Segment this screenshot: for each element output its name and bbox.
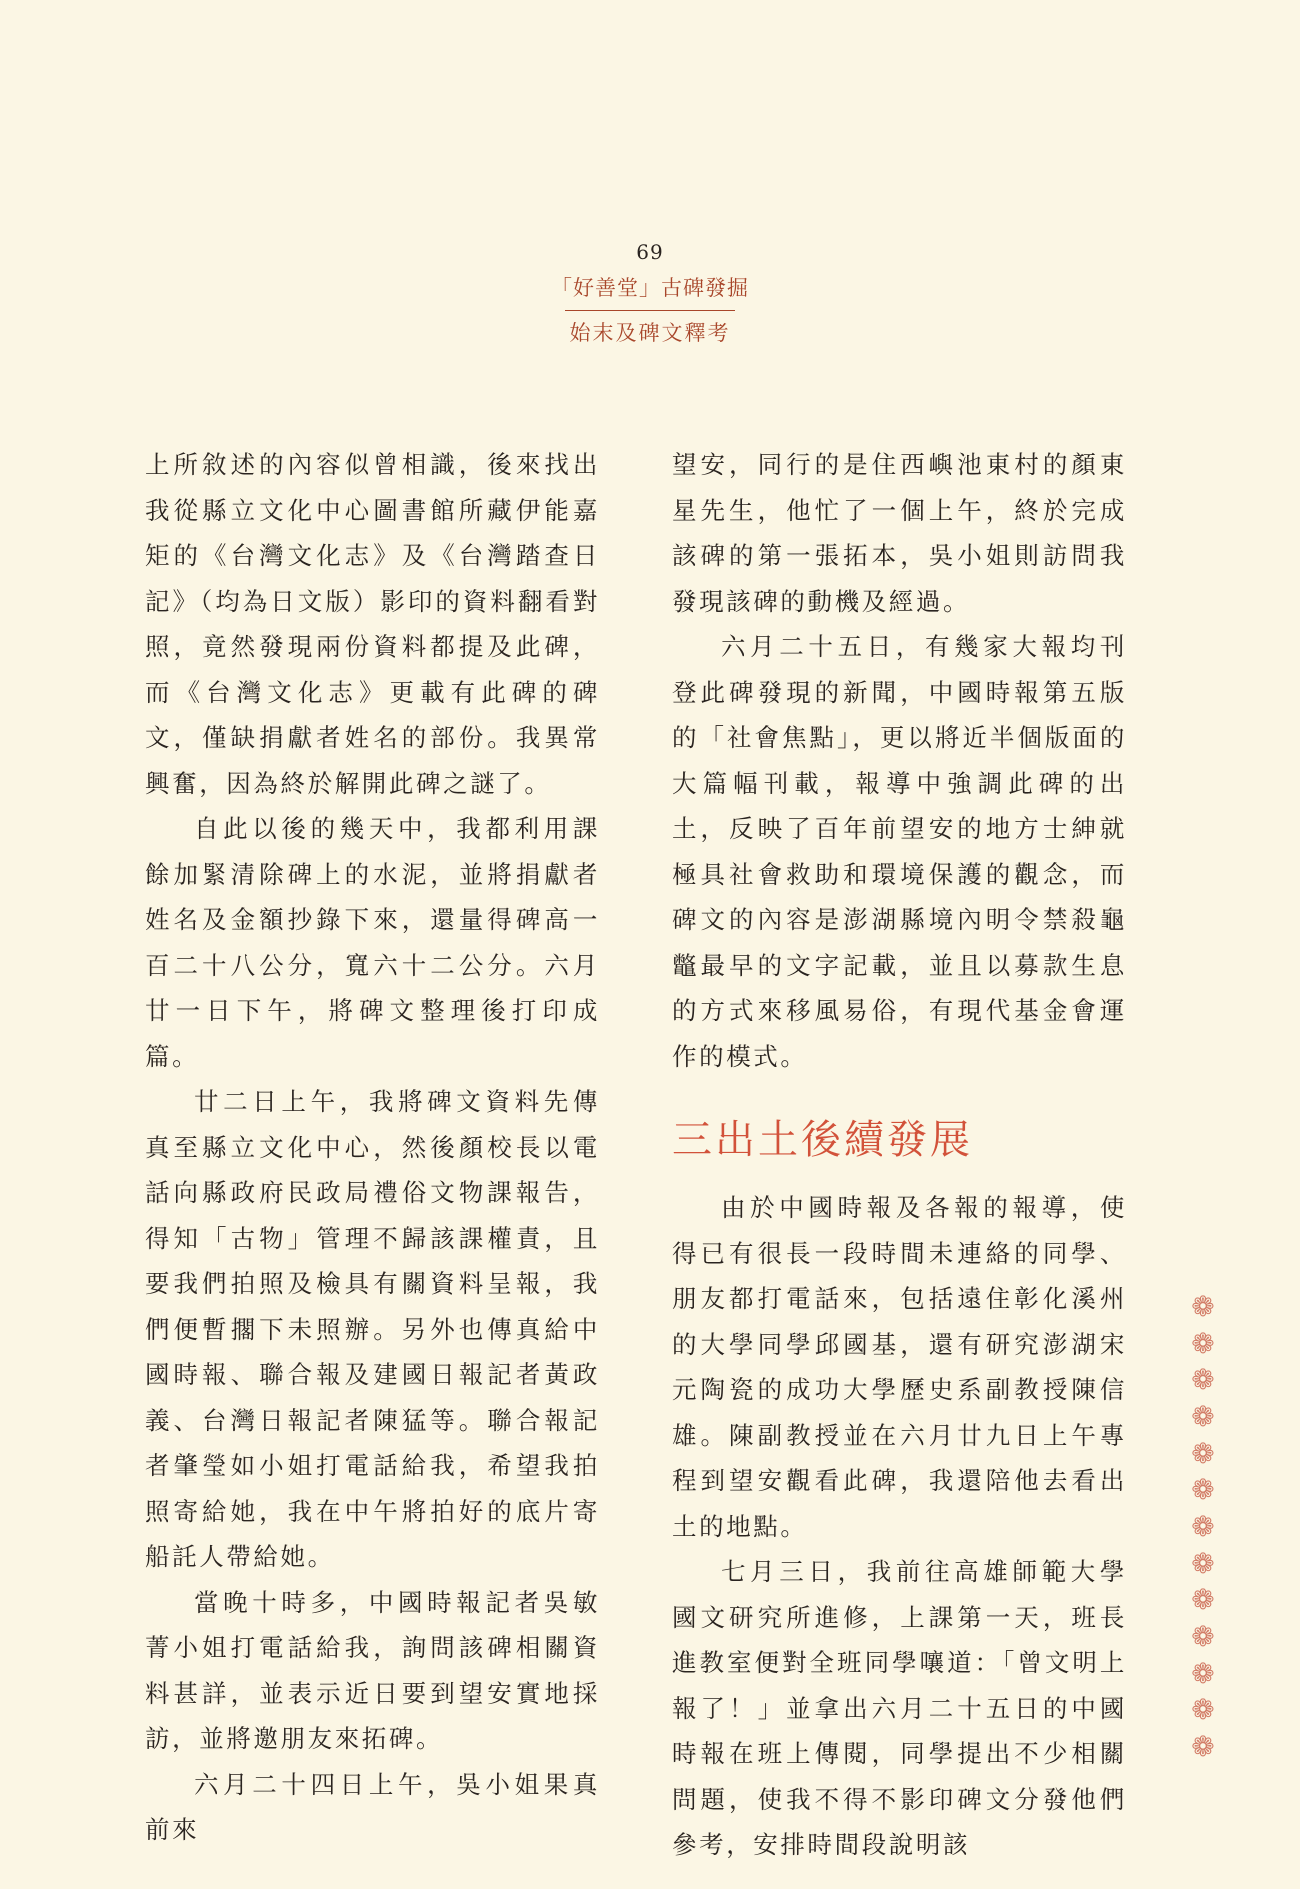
- seal-icon: ❁: [1191, 1583, 1215, 1617]
- seal-icon: ❁: [1191, 1693, 1215, 1727]
- page-header: [0, 240, 1300, 347]
- section-heading: 三出土後續發展: [672, 1117, 973, 1163]
- paragraph: 六月二十五日，有幾家大報均刊登此碑發現的新聞，中國時報第五版的「社會焦點」，更以將近半個版面的大篇幅刊載，報導中強調此碑的出土，反映了百年前望安的地方士紳就極具社會救助和環境保護的觀念，而碑文的內容是澎湖縣境內明令禁殺龜鼈最早的文字記載，並且以募款生息的方式來移風易俗，有現代基金會運作的模式。: [672, 632, 1127, 1071]
- paragraph: 六月二十四日上午，吳小姐果真前來: [145, 1769, 600, 1844]
- seal-icon: ❁: [1191, 1436, 1215, 1470]
- paragraph: 上所敘述的內容似曾相識，後來找出我從縣立文化中心圖書館所藏伊能嘉矩的《台灣文化志》及《台灣踏查日記》（均為日文版）影印的資料翻看對照，竟然發現兩份資料都提及此碑，而《台灣文化志》更載有此碑的碑文，僅缺捐獻者姓名的部份。我異常興奮，因為終於解開此碑之謎了。: [145, 450, 600, 798]
- paragraph: 當晚十時多，中國時報記者吳敏菁小姐打電話給我，詢問該碑相關資料甚詳，並表示近日要到望安實地採訪，並將邀朋友來拓碑。: [145, 1587, 600, 1753]
- seal-icon: ❁: [1191, 1399, 1215, 1433]
- seal-icon: ❁: [1191, 1656, 1215, 1690]
- seal-icon: ❁: [1191, 1619, 1215, 1653]
- paragraph: 廿二日上午，我將碑文資料先傳真至縣立文化中心，然後顏校長以電話向縣政府民政局禮俗文物課報告，得知「古物」管理不歸該課權責，且要我們拍照及檢具有關資料呈報，我們便暫擱下未照辦。另外也傳真給中國時報、聯合報及建國日報記者黃政義、台灣日報記者陳猛等。聯合報記者肇瑩如小姐打電話給我，希望我拍照寄給她，我在中午將拍好的底片寄船託人帶給她。: [145, 1087, 600, 1571]
- seal-icon: ❁: [1191, 1363, 1215, 1397]
- page-number: 69: [636, 240, 664, 264]
- seal-icon: ❁: [1191, 1509, 1215, 1543]
- seal-icon: ❁: [1191, 1729, 1215, 1763]
- seal-icon: ❁: [1191, 1546, 1215, 1580]
- running-title: 「好善堂」古碑發掘: [551, 276, 749, 300]
- running-subtitle: 始末及碑文釋考: [569, 321, 731, 345]
- seal-pattern-icon: [1176, 1292, 1230, 1762]
- seal-icon: ❁: [1191, 1290, 1215, 1323]
- seal-icon: ❁: [1191, 1473, 1215, 1507]
- right-column: [672, 442, 1127, 1868]
- paragraph: 自此以後的幾天中，我都利用課餘加緊清除碑上的水泥，並將捐獻者姓名及金額抄錄下來，還量得碑高一百二十八公分，寬六十二公分。六月廿一日下午，將碑文整理後打印成篇。: [145, 814, 600, 1071]
- title-divider: [565, 310, 735, 311]
- paragraph: 望安，同行的是住西嶼池東村的顏東星先生，他忙了一個上午，終於完成該碑的第一張拓本，吳小姐則訪問我發現該碑的動機及經過。: [672, 450, 1127, 616]
- paragraph: 由於中國時報及各報的報導，使得已有很長一段時間未連絡的同學、朋友都打電話來，包括遠住彰化溪州的大學同學邱國基，還有研究澎湖宋元陶瓷的成功大學歷史系副教授陳信雄。陳副教授並在六月廿九日上午專程到望安觀看此碑，我還陪他去看出土的地點。: [672, 1193, 1127, 1541]
- seal-icon: ❁: [1191, 1326, 1215, 1360]
- paragraph: 七月三日，我前往高雄師範大學國文研究所進修，上課第一天，班長進教室便對全班同學嚷道：「曾文明上報了！」並拿出六月二十五日的中國時報在班上傳閱，同學提出不少相關問題，使我不得不影印碑文分發他們參考，安排時間段說明該: [672, 1557, 1127, 1859]
- left-column: [145, 442, 600, 1853]
